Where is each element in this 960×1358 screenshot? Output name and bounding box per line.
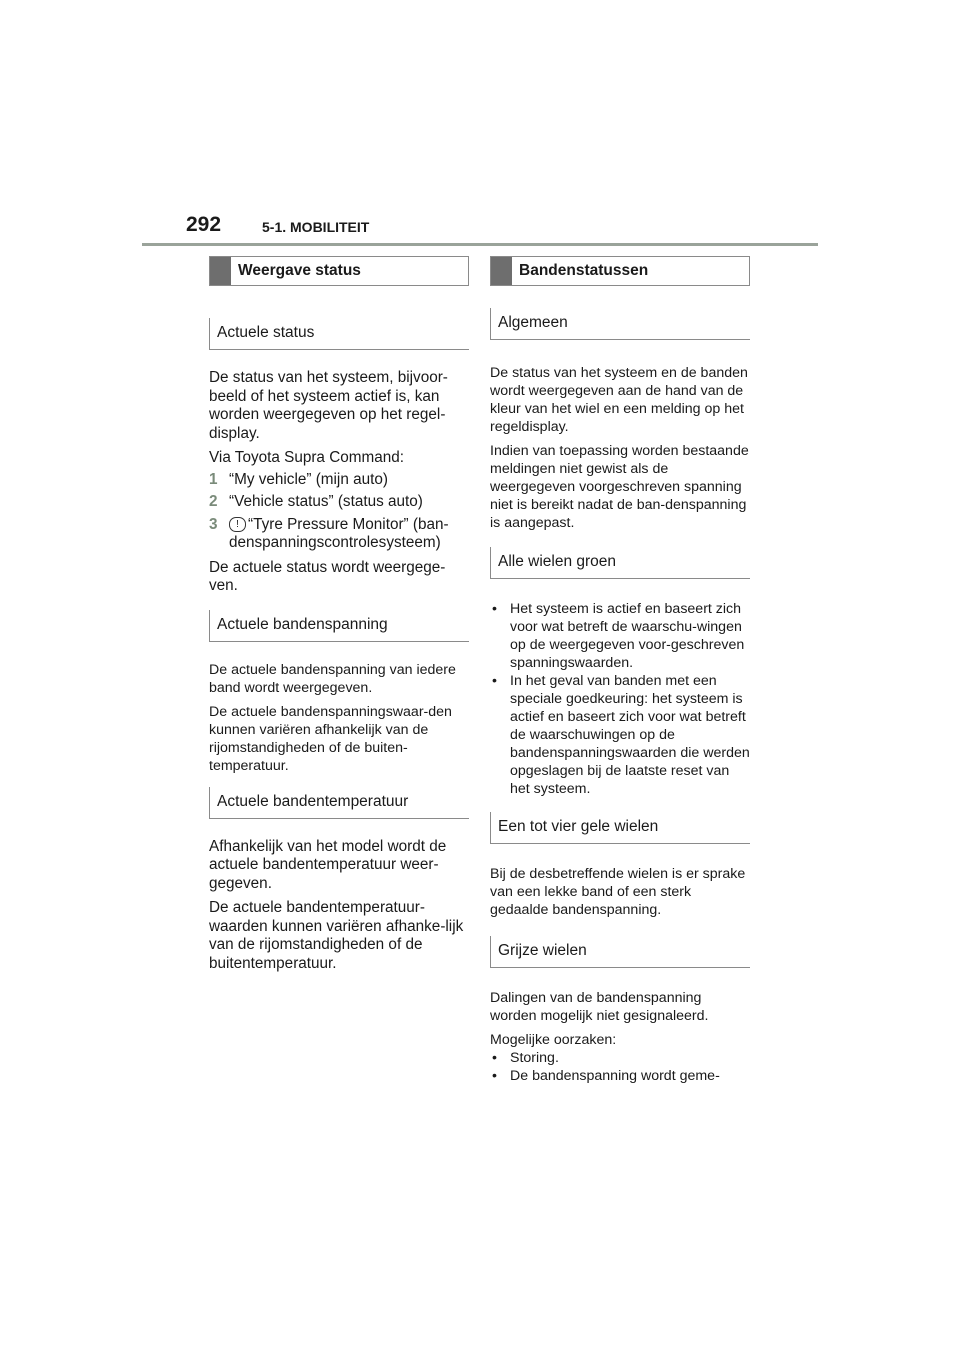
subheading-actuele-bandentemperatuur: Actuele bandentemperatuur xyxy=(209,787,469,819)
step-item xyxy=(209,471,469,490)
step-text: “Vehicle status” (status auto) xyxy=(229,493,423,510)
tyre-warning-icon: ! xyxy=(229,517,246,532)
heading-weergave-status xyxy=(209,256,469,286)
bullet: • xyxy=(492,601,497,617)
step-text: “My vehicle” (mijn auto) xyxy=(229,470,388,488)
paragraph: De actuele bandenspanning van iedere band wordt weergegeven. xyxy=(209,661,456,696)
list-item-text: De bandenspanning wordt geme- xyxy=(510,1068,720,1084)
subheading-grijze-wielen: Grijze wielen xyxy=(490,936,750,968)
step-item xyxy=(209,493,469,512)
paragraph: Bij de desbetreffende wielen is er sprake van een lekke band of een sterk gedaalde bandenspanning. xyxy=(490,866,746,918)
paragraph: De status van het systeem, bijvoor-beeld of het systeem actief is, kan worden weergegeven op het regel-display. xyxy=(209,369,448,442)
step-number: 3 xyxy=(209,515,218,533)
step-number: 1 xyxy=(209,470,218,488)
subheading-actuele-bandenspanning: Actuele bandenspanning xyxy=(209,610,469,642)
list-item xyxy=(490,600,750,672)
list-item-text: Het systeem is actief en baseert zich voor wat betreft de waarschu-wingen op de weergegeven voor-geschreven spanningswaarden. xyxy=(510,601,745,671)
step-text-label: “Tyre Pressure Monitor” (ban-denspanningscontrolesysteem) xyxy=(229,515,449,551)
list-item xyxy=(490,672,750,798)
step-item xyxy=(209,516,469,553)
paragraph: De actuele bandenspanningswaar-den kunnen variëren afhankelijk van de rijomstandigheden of de buiten-temperatuur. xyxy=(209,703,452,774)
right-column xyxy=(490,256,750,1085)
paragraph: Indien van toepassing worden bestaande meldingen niet gewist als de weergegeven voorgeschreven spanning niet is bereikt nadat de ban-denspanning is aangepast. xyxy=(490,443,749,531)
heading-text: Weergave status xyxy=(238,262,361,279)
bullet: • xyxy=(492,1068,497,1084)
bullet: • xyxy=(492,1050,497,1066)
heading-text: Bandenstatussen xyxy=(519,262,649,279)
subheading-gele-wielen: Een tot vier gele wielen xyxy=(490,812,750,844)
subheading-algemeen: Algemeen xyxy=(490,308,750,340)
list-item xyxy=(490,1049,750,1067)
bullet: • xyxy=(492,673,497,689)
left-column xyxy=(209,256,469,973)
step-number: 2 xyxy=(209,493,218,510)
paragraph: De actuele bandentemperatuur-waarden kunnen variëren afhanke-lijk van de rijomstandigheden of de buitentemperatuur. xyxy=(209,899,464,972)
paragraph: Afhankelijk van het model wordt de actuele bandentemperatuur weer-gegeven. xyxy=(209,837,447,892)
list-item-text: In het geval van banden met een speciale goedkeuring: het systeem is actief en baseert zich voor wat betreft de waarschuwingen op de bandenspanningswaarden die werden opgeslagen bij de laatste reset van het systeem. xyxy=(510,673,750,797)
section-title: 5-1. MOBILITEIT xyxy=(262,219,370,235)
header-divider xyxy=(142,243,818,246)
subheading-actuele-status: Actuele status xyxy=(209,318,469,350)
subheading-alle-wielen-groen: Alle wielen groen xyxy=(490,547,750,579)
step-text xyxy=(229,516,469,553)
paragraph: Mogelijke oorzaken: xyxy=(490,1032,617,1048)
list-item-text: Storing. xyxy=(510,1050,559,1066)
paragraph: Dalingen van de bandenspanning worden mogelijk niet gesignaleerd. xyxy=(490,990,709,1024)
page-number: 292 xyxy=(186,213,222,236)
heading-bandenstatussen xyxy=(490,256,750,286)
heading-bar xyxy=(210,257,231,285)
paragraph: Via Toyota Supra Command: xyxy=(209,449,405,466)
paragraph: De status van het systeem en de banden wordt weergegeven aan de hand van de kleur van het wiel en een melding op het regeldisplay. xyxy=(490,365,748,435)
paragraph: De actuele status wordt weergege-ven. xyxy=(209,558,446,594)
list-item xyxy=(490,1067,750,1085)
heading-bar xyxy=(491,257,512,285)
